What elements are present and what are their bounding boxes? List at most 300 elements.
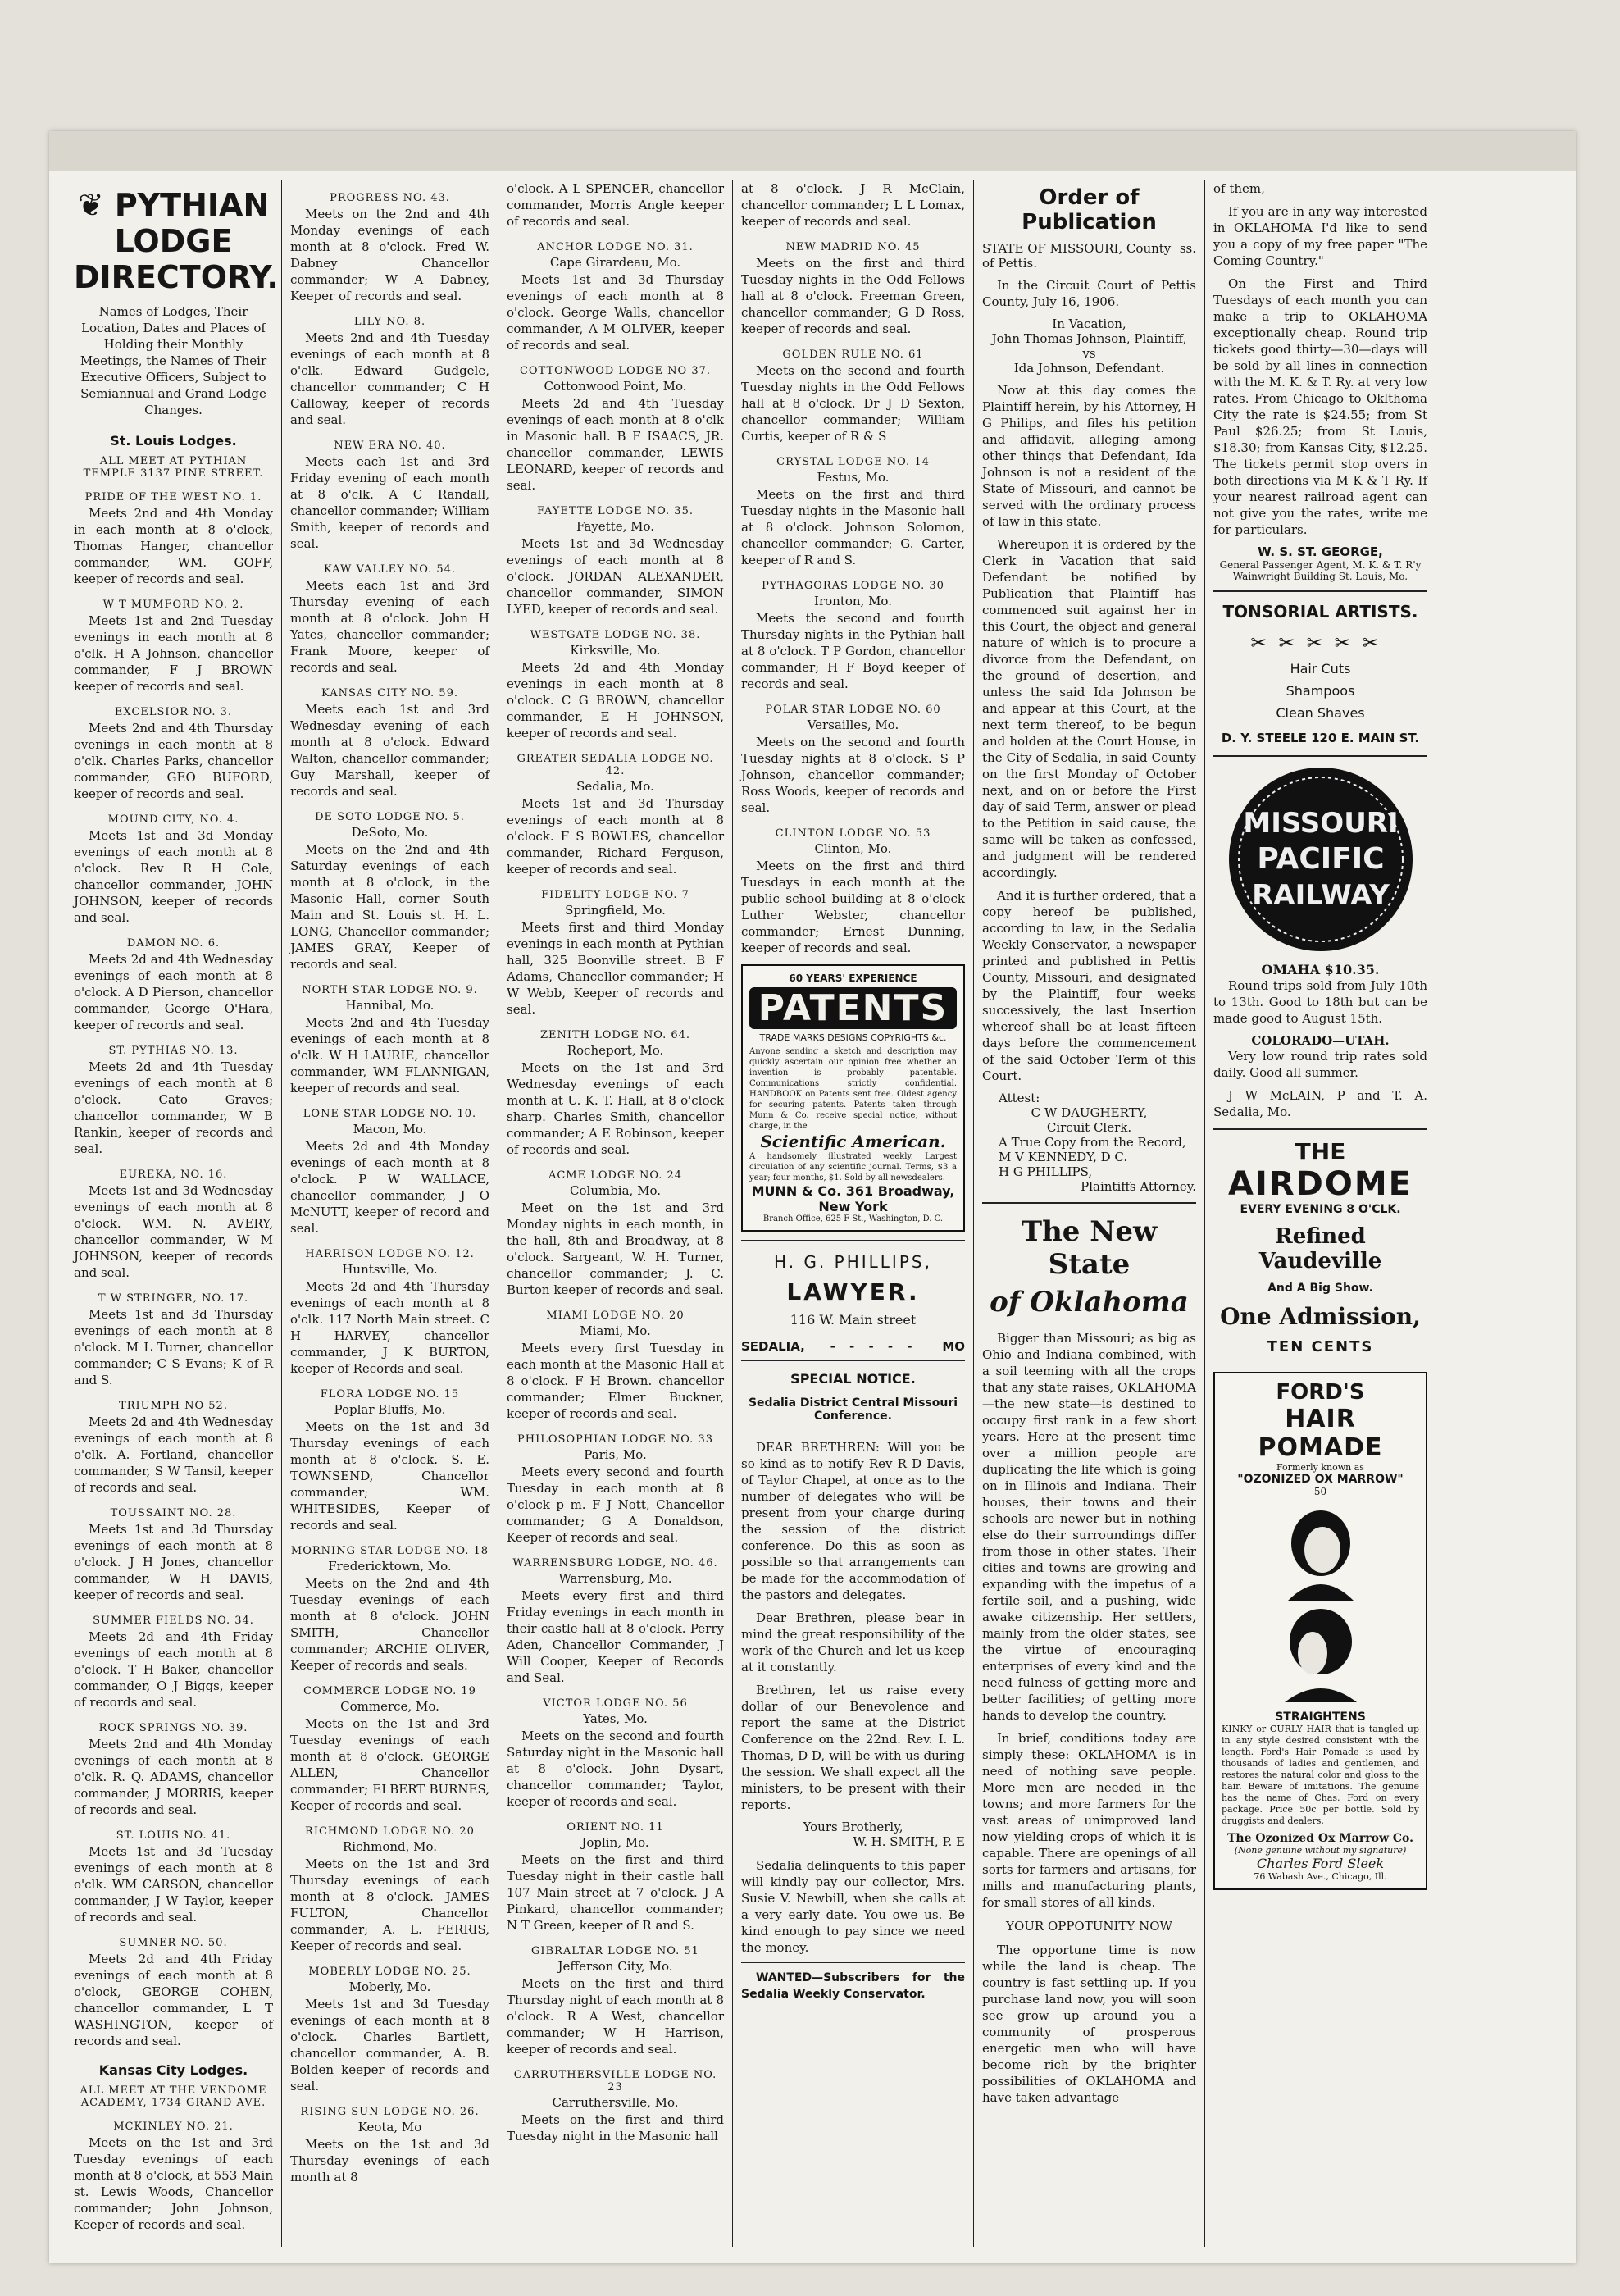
woman-portrait-icon bbox=[1272, 1502, 1370, 1601]
lodge-text: Meets on the second and fourth Saturday night in the Masonic hall at 8 o'clock. John Dysart, chancellor commander; Taylor, keeper of records and seal. bbox=[507, 1729, 724, 1809]
lodge-entry bbox=[290, 440, 489, 552]
lodge-text: Meets 1st and 3d Wednesday evenings of each month at 8 o'clock. WM. N. AVERY, chancellor commander, W M JOHNSON, keeper of records and seal. bbox=[74, 1183, 273, 1280]
notice-signer: W. H. SMITH, P. E bbox=[853, 1834, 965, 1849]
col7-signer-title: General Passenger Agent, M. K. & T. R'y bbox=[1219, 559, 1422, 571]
divider bbox=[741, 1360, 965, 1361]
tonsorial-service-3: Clean Shaves bbox=[1276, 705, 1365, 721]
lodge-text: Meets 2nd and 4th Tuesday evenings of each month at 8 o'clk. W H LAURIE, chancellor commander, WM FLANNIGAN, keeper of records and seal. bbox=[290, 1015, 489, 1096]
airdome-admission: One Admission, bbox=[1220, 1303, 1421, 1330]
barber-icons: ✂✂✂✂✂ bbox=[1250, 631, 1390, 654]
col7-signer-addr: Wainwright Building St. Louis, Mo. bbox=[1232, 571, 1408, 582]
lodge-name: ROCK SPRINGS NO. 39. bbox=[98, 1722, 248, 1734]
lodge-text: Meets on the first and third Tuesday night in their castle hall 107 Main street at 7 o'clock. J A Pinkard, chancellor commander; N T Green, keeper of R and S. bbox=[507, 1852, 724, 1933]
lodge-entry bbox=[74, 1937, 273, 2049]
lodge-text: Meet on the 1st and 3rd Monday nights in each month, in the hall, 8th and Broadway, at 8 o'clock. Sargeant, W. H. Turner, chancellor commander; J. C. Burton keeper of records and seal. bbox=[507, 1200, 724, 1297]
lodge-town: Kirksville, Mo. bbox=[570, 643, 661, 658]
tonsorial-address: D. Y. STEELE 120 E. MAIN ST. bbox=[1221, 731, 1420, 745]
lodge-town: Hannibal, Mo. bbox=[345, 998, 435, 1013]
divider bbox=[1213, 1128, 1427, 1130]
lodge-name: HARRISON LODGE NO. 12. bbox=[305, 1248, 475, 1260]
lodge-name: FIDELITY LODGE NO. 7 bbox=[541, 889, 689, 901]
lodge-town: Yates, Mo. bbox=[583, 1711, 648, 1726]
lodge-text: Meets on the first and third Tuesdays in each month at the public school building at 8 o'clock Luther Webster, chancellor commander; Ernest Dunning, keeper of records and seal. bbox=[741, 859, 965, 955]
oklahoma-head-2: of Oklahoma bbox=[990, 1286, 1189, 1319]
lodge-entry bbox=[290, 1545, 489, 1674]
mop-text-1: MISSOURI bbox=[1242, 807, 1399, 840]
lodge-entry bbox=[741, 827, 965, 956]
tonsorial-heading: TONSORIAL ARTISTS. bbox=[1222, 602, 1418, 622]
lodge-text: Meets on the 2nd and 4th Monday evenings of each month at 8 o'clock. Fred W. Dabney Chancellor commander; W A Dabney, Keeper of records and seal. bbox=[290, 207, 489, 303]
lodge-text: Meets first and third Monday evenings in each month at Pythian hall, 325 Boonville street. B F Adams, Chancellor commander; H W Webb, Keeper of records and seal. bbox=[507, 920, 724, 1017]
column-margin bbox=[1436, 180, 1559, 2247]
divider bbox=[1213, 590, 1427, 592]
lodge-entry bbox=[74, 1829, 273, 1925]
lodge-text: Meets 2d and 4th Tuesday evenings of each month at 8 o'clk in Masonic hall. B F ISAACS, JR. chancellor commander, LEWIS LEONARD, keeper of records and seal. bbox=[507, 396, 724, 493]
lodge-entry bbox=[507, 1433, 724, 1546]
col3-lead: o'clock. A L SPENCER, chancellor commander, Morris Angle keeper of records and seal. bbox=[507, 181, 724, 229]
lodge-name: FAYETTE LODGE NO. 35. bbox=[537, 505, 694, 517]
lodge-entry bbox=[741, 348, 965, 444]
lodge-name: GIBRALTAR LODGE NO. 51 bbox=[531, 1945, 699, 1957]
lodge-entry bbox=[741, 704, 965, 816]
patents-journal: Scientific American. bbox=[760, 1132, 946, 1151]
lodge-entry bbox=[290, 1108, 489, 1237]
column-3 bbox=[498, 180, 733, 2247]
publication-plaintiff: John Thomas Johnson, Plaintiff, bbox=[991, 331, 1187, 346]
lodge-name: MOUND CITY, NO. 4. bbox=[107, 813, 239, 826]
lodge-entry bbox=[507, 753, 724, 877]
lodge-text: Meets each 1st and 3rd Thursday evening of each month at 8 o'clock. John H Yates, chancellor commander; Frank Moore, keeper of records and seal. bbox=[290, 578, 489, 675]
lodge-name: CARRUTHERSVILLE LODGE NO. 23 bbox=[513, 2069, 717, 2093]
lodge-name: MOBERLY LODGE NO. 25. bbox=[308, 1966, 471, 1978]
lodge-town: Fayette, Mo. bbox=[576, 519, 655, 534]
lodge-name: DE SOTO LODGE NO. 5. bbox=[315, 811, 465, 823]
lodge-town: Miami, Mo. bbox=[580, 1323, 651, 1338]
omaha-fare: OMAHA $10.35. bbox=[1261, 962, 1380, 977]
lodge-town: Cape Girardeau, Mo. bbox=[549, 255, 681, 270]
mop-agent: J W McLAIN, P and T. A. Sedalia, Mo. bbox=[1213, 1088, 1427, 1119]
phillips-title: LAWYER. bbox=[786, 1278, 920, 1305]
lodge-town: Columbia, Mo. bbox=[570, 1183, 661, 1198]
patents-firm-line: MUNN & Co. 361 Broadway, New York bbox=[751, 1183, 955, 1214]
lodge-entry bbox=[290, 687, 489, 800]
pomade-signature: Charles Ford Sleek bbox=[1256, 1856, 1385, 1871]
lodge-entry bbox=[507, 2069, 724, 2144]
kansas-city-heading: Kansas City Lodges. bbox=[98, 2062, 248, 2078]
divider bbox=[741, 1962, 965, 1963]
lodge-town: Fredericktown, Mo. bbox=[328, 1559, 452, 1574]
pomade-note: (None genuine without my signature) bbox=[1234, 1845, 1407, 1856]
patents-journal-body: A handsomely illustrated weekly. Largest circulation of any scientific journal. Terms, $3 a year; four months, $1. Sold by all newsdealers. bbox=[749, 1152, 957, 1182]
lodge-text: Meets on the 2nd and 4th Saturday evenings of each month at 8 o'clock, in the Masonic Hall, corner South Main and St. Louis st. H. L. LONG, Chancellor commander; JAMES GRAY, Keeper of records and seal. bbox=[290, 842, 489, 972]
lodge-town: Ironton, Mo. bbox=[814, 594, 892, 608]
lodge-entry bbox=[74, 2121, 273, 2233]
publication-clerk-title: Circuit Clerk. bbox=[1046, 1120, 1132, 1135]
lodge-town: Cottonwood Point, Mo. bbox=[544, 379, 687, 394]
directory-subtitle: Names of Lodges, Their Location, Dates and Places of Holding their Monthly Meetings, the Names of Their Executive Officers, Subject to Semiannual and Grand Lodge Changes. bbox=[80, 304, 267, 417]
lodge-name: POLAR STAR LODGE NO. 60 bbox=[765, 704, 941, 716]
phillips-city-line: SEDALIA, - - - - - MO bbox=[741, 1339, 965, 1354]
lodge-entry bbox=[74, 1722, 273, 1818]
lodge-text: Meets 1st and 3d Thursday evenings of each month at 8 o'clock. M L Turner, chancellor commander; C S Evans; K of R and S. bbox=[74, 1307, 273, 1387]
notice-heading: SPECIAL NOTICE. bbox=[790, 1371, 916, 1387]
lodge-name: ACME LODGE NO. 24 bbox=[548, 1169, 683, 1182]
column-2 bbox=[282, 180, 498, 2247]
lodge-text: Meets 1st and 3d Tuesday evenings of each month at 8 o'clock. Charles Bartlett, chancellor commander, A. B. Bolden keeper of records and seal. bbox=[290, 1997, 489, 2093]
lodge-name: GREATER SEDALIA LODGE NO. 42. bbox=[516, 753, 714, 777]
lodge-entry bbox=[74, 491, 273, 587]
lodge-name: WARRENSBURG LODGE, NO. 46. bbox=[512, 1557, 718, 1569]
lodge-name: T W STRINGER, NO. 17. bbox=[98, 1292, 249, 1305]
page-top-margin bbox=[49, 131, 1576, 171]
lodge-entry bbox=[507, 1945, 724, 2057]
lodge-town: Versailles, Mo. bbox=[807, 718, 899, 732]
lodge-text: Meets on the 1st and 3d Thursday evenings of each month at 8 o'clock. S. E. TOWNSEND, Chancellor commander; WM. WHITESIDES, Keeper of records and seal. bbox=[290, 1419, 489, 1533]
lodge-name: TOUSSAINT NO. 28. bbox=[110, 1507, 237, 1519]
lodge-entry bbox=[507, 629, 724, 741]
pomade-formerly: Formerly known as bbox=[1276, 1462, 1364, 1473]
notice-closing: Yours Brotherly, bbox=[803, 1820, 903, 1834]
colorado-text: Very low round trip rates sold daily. Good all summer. bbox=[1213, 1049, 1427, 1080]
lodge-name: NEW MADRID NO. 45 bbox=[785, 241, 921, 253]
lodge-name: NEW ERA NO. 40. bbox=[334, 440, 446, 452]
lodge-entry bbox=[507, 241, 724, 353]
lodge-town: Richmond, Mo. bbox=[342, 1839, 438, 1854]
lodge-town: Macon, Mo. bbox=[353, 1122, 427, 1137]
phillips-name: H. G. PHILLIPS, bbox=[774, 1252, 932, 1272]
col4-lodge-list bbox=[741, 241, 965, 956]
lodge-text: Meets 2d and 4th Monday evenings of each month at 8 o'clock. P W WALLACE, chancellor commander, J O McNUTT, keeper of record and seal. bbox=[290, 1139, 489, 1236]
lodge-town: DeSoto, Mo. bbox=[351, 825, 429, 840]
patents-marks: TRADE MARKS DESIGNS COPYRIGHTS &c. bbox=[759, 1032, 947, 1043]
column-6 bbox=[1205, 180, 1436, 2247]
oklahoma-sub: YOUR OPPOTUNITY NOW bbox=[1006, 1919, 1172, 1934]
lodge-text: Meets on the second and fourth Tuesday nights in the Odd Fellows hall at 8 o'clock. Dr J D Sexton, chancellor commander; William Curtis, keeper of R & S bbox=[741, 363, 965, 444]
airdome-vaudeville: Refined Vaudeville bbox=[1258, 1224, 1382, 1273]
publication-attorney: H G PHILLIPS, bbox=[999, 1164, 1093, 1179]
lodge-name: KAW VALLEY NO. 54. bbox=[323, 563, 457, 576]
lodge-name: ORIENT NO. 11 bbox=[567, 1821, 664, 1834]
oklahoma-head-1: The New State bbox=[1021, 1215, 1158, 1281]
lodge-entry bbox=[290, 1685, 489, 1814]
phillips-ad bbox=[741, 1252, 965, 1354]
columns-grid bbox=[66, 180, 1559, 2247]
lodge-entry bbox=[290, 563, 489, 676]
lodge-text: Meets on the first and third Tuesday nights in the Masonic hall at 8 o'clock. Johnson Solomon, chancellor commander; G. Carter, keeper of R and S. bbox=[741, 487, 965, 567]
lodge-name: FLORA LODGE NO. 15 bbox=[320, 1388, 460, 1401]
lodge-entry bbox=[507, 1310, 724, 1422]
lodge-town: Rocheport, Mo. bbox=[567, 1043, 664, 1058]
lodge-entry bbox=[290, 1388, 489, 1533]
lodge-entry bbox=[74, 599, 273, 695]
lodge-town: Commerce, Mo. bbox=[340, 1699, 439, 1714]
pomade-straightens: STRAIGHTENS bbox=[1275, 1711, 1366, 1724]
publication-court: In the Circuit Court of Pettis County, July 16, 1906. bbox=[982, 278, 1196, 309]
lodge-name: ST. PYTHIAS NO. 13. bbox=[108, 1045, 239, 1057]
lodge-name: NORTH STAR LODGE NO. 9. bbox=[302, 984, 478, 996]
mop-text-2: PACIFIC bbox=[1256, 842, 1385, 876]
oklahoma-article bbox=[982, 1215, 1196, 2106]
lodge-text: Meets 1st and 2nd Tuesday evenings in each month at 8 o'clk. H A Johnson, chancellor commander, F J BROWN keeper of records and seal. bbox=[74, 613, 273, 694]
patents-ad bbox=[741, 964, 965, 1232]
lodge-text: Meets 2nd and 4th Monday in each month at 8 o'clock, Thomas Hanger, chancellor commander, WM. GOFF, keeper of records and seal. bbox=[74, 506, 273, 586]
lodge-text: Meets 1st and 3d Monday evenings of each month at 8 o'clock. Rev R H Cole, chancellor commander, JOHN JOHNSON, keeper of records and seal. bbox=[74, 828, 273, 925]
airdome-ad bbox=[1213, 1138, 1427, 1355]
lodge-name: DAMON NO. 6. bbox=[126, 937, 221, 950]
publication-vs: vs bbox=[1082, 346, 1096, 361]
lodge-name: MCKINLEY NO. 21. bbox=[113, 2121, 234, 2133]
notice-wanted: WANTED—Subscribers for the Sedalia Weekly Conservator. bbox=[741, 1971, 965, 2001]
lodge-entry bbox=[741, 456, 965, 568]
lodge-entry bbox=[741, 241, 965, 337]
oklahoma-p2: In brief, conditions today are simply these: OKLAHOMA is in need of nothing save people. More men are needed in the towns; and more farmers for the vast areas of unimproved land now yielding crops of which it is capable. There are openings of all sorts for farmers and artisans, for mills and manufacturing plants, for small stores of all kinds. bbox=[982, 1731, 1196, 1910]
publication-vacation: In Vacation, bbox=[1052, 317, 1126, 331]
lodge-text: Meets on the 1st and 3rd Tuesday evenings of each month at 8 o'clock. GEORGE ALLEN, Chancellor commander; ELBERT BURNES, Keeper of records and seal. bbox=[290, 1716, 489, 1813]
lodge-name: RICHMOND LODGE NO. 20 bbox=[305, 1825, 475, 1838]
column-4 bbox=[733, 180, 974, 2247]
lodge-name: ANCHOR LODGE NO. 31. bbox=[537, 241, 694, 253]
oklahoma-p1: Bigger than Missouri; as big as Ohio and Indiana combined, with a soil teeming with all the crops that any state raises, OKLAHOMA—the new state—is destined to occupy first rank in a few short years. Here at the present time over a million people are duplicating the life which is going on in Illinois and Indiana. Their houses, their towns and their schools are newer but in nothing else do their surroundings differ from those in other states. Their cities and towns are growing and expanding with the impetus of a fertile soil, and a pushing, wide awake citizenship. Her settlers, mainly from the older states, see the virtue of encouraging enterprises of every kind and the need fulness of getting more and better facilities; of getting more hands to develop the country. bbox=[982, 1331, 1196, 1723]
colorado-head: COLORADO—UTAH. bbox=[1251, 1033, 1390, 1048]
lodge-town: Moberly, Mo. bbox=[348, 1979, 431, 1994]
lodge-text: Meets on the first and third Tuesday night in the Masonic hall bbox=[507, 2112, 724, 2143]
lodge-text: Meets every first and third Friday evenings in each month in their castle hall at 8 o'clock. Perry Aden, Chancellor Commander, J Will Cooper, Keeper of Records and Seal. bbox=[507, 1588, 724, 1685]
lodge-text: Meets 1st and 3d Thursday evenings of each month at 8 o'clock. George Walls, chancellor commander, A M OLIVER, keeper of records and seal. bbox=[507, 272, 724, 353]
lodge-text: Meets 2d and 4th Wednesday evenings of each month at 8 o'clock. A D Pierson, chancellor commander, George O'Hara, keeper of records and seal. bbox=[74, 952, 273, 1032]
omaha-text: Round trips sold from July 10th to 13th. Good to 18th but can be made good to August 15th. bbox=[1213, 978, 1427, 1026]
column-1 bbox=[66, 180, 282, 2247]
lodge-name: W T MUMFORD NO. 2. bbox=[102, 599, 244, 611]
publication-deputy: M V KENNEDY, D C. bbox=[999, 1150, 1128, 1164]
directory-title: ❦ PYTHIAN LODGE DIRECTORY. bbox=[74, 187, 279, 295]
notice-subhead: Sedalia District Central Missouri Conference. bbox=[748, 1396, 958, 1423]
lodge-entry bbox=[74, 1168, 273, 1281]
lodge-town: Springfield, Mo. bbox=[565, 903, 666, 918]
pomade-firm: The Ozonized Ox Marrow Co. bbox=[1227, 1832, 1413, 1845]
lodge-entry bbox=[74, 1615, 273, 1711]
newspaper-page bbox=[49, 131, 1576, 2263]
divider bbox=[982, 1202, 1196, 1204]
lodge-name: TRIUMPH NO 52. bbox=[119, 1400, 228, 1412]
pomade-portraits bbox=[1222, 1502, 1419, 1706]
col3-lodge-list bbox=[507, 241, 724, 2144]
mop-text-3: RAILWAY bbox=[1251, 879, 1390, 912]
lodge-text: Meets on the first and third Tuesday nights in the Odd Fellows hall at 8 o'clock. Freeman Green, chancellor commander; G D Ross, keeper of records and seal. bbox=[741, 256, 965, 336]
lodge-name: SUMNER NO. 50. bbox=[119, 1937, 228, 1949]
lodge-name: SUMMER FIELDS NO. 34. bbox=[93, 1615, 254, 1627]
patents-years: 60 YEARS' EXPERIENCE bbox=[789, 973, 917, 984]
lodge-text: Meets each 1st and 3rd Wednesday evening of each month at 8 o'clock. Edward Walton, chancellor commander; Guy Marshall, keeper of records and seal. bbox=[290, 702, 489, 799]
lodge-text: Meets on the 1st and 3rd Thursday evenings of each month at 8 o'clock. JAMES FULTON, Chancellor commander; A. L. FERRIS, Keeper of records and seal. bbox=[290, 1856, 489, 1953]
airdome-show: And A Big Show. bbox=[1267, 1282, 1373, 1295]
lodge-name: COMMERCE LODGE NO. 19 bbox=[303, 1685, 476, 1697]
lodge-name: GOLDEN RULE NO. 61 bbox=[782, 348, 924, 361]
patents-word: PATENTS bbox=[749, 987, 957, 1029]
lodge-entry bbox=[74, 1045, 273, 1157]
col7-p1: If you are in any way interested in OKLAHOMA I'd like to send you a copy of my free paper "The Coming Country." bbox=[1213, 204, 1427, 268]
lodge-text: Meets the second and fourth Thursday nights in the Pythian hall at 8 o'clock. T P Gordon, chancellor commander; H F Boyd keeper of records and seal. bbox=[741, 611, 965, 691]
lodge-entry bbox=[507, 1029, 724, 1158]
airdome-evening: EVERY EVENING 8 O'CLK. bbox=[1240, 1203, 1401, 1216]
lodge-town: Jefferson City, Mo. bbox=[557, 1959, 673, 1974]
airdome-title: AIRDOME bbox=[1228, 1165, 1413, 1203]
lodge-name: ZENITH LODGE NO. 64. bbox=[539, 1029, 691, 1041]
lodge-text: Meets on the 1st and 3rd Tuesday evenings of each month at 8 o'clock, at 553 Main st. Lewis Woods, Chancellor commander; John Johnson, Keeper of records and seal. bbox=[74, 2135, 273, 2232]
lodge-name: PRIDE OF THE WEST NO. 1. bbox=[84, 491, 262, 503]
lodge-text: Meets 2d and 4th Monday evenings in each month at 8 o'clock. C G BROWN, chancellor commander, E H JOHNSON, keeper of records and seal. bbox=[507, 660, 724, 740]
lodge-entry bbox=[507, 1169, 724, 1298]
notice-p2: Dear Brethren, please bear in mind the great responsibility of the work of the Church and let us keep at it constantly. bbox=[741, 1610, 965, 1674]
order-of-publication bbox=[982, 185, 1196, 1194]
pomade-title: HAIR POMADE bbox=[1258, 1405, 1383, 1462]
notice-p3: Brethren, let us raise every dollar of our Benevolence and report the same at the District Conference on the 22nd. Rev. I. L. Thomas, D D, will be with us during the session. We shall expect all the ministers, to be present with their reports. bbox=[741, 1683, 965, 1812]
lodge-entry bbox=[290, 192, 489, 304]
st-louis-note: ALL MEET AT PYTHIAN TEMPLE 3137 PINE STREET. bbox=[83, 455, 264, 480]
notice-p4: Sedalia delinquents to this paper will kindly pay our collector, Mrs. Susie V. Newbill, when she calls at a very early date. You owe us. Be kind enough to pay since we need the money. bbox=[741, 1858, 965, 1955]
pomade-old-name: "OZONIZED OX MARROW" bbox=[1237, 1473, 1404, 1486]
lodge-text: Meets every first Tuesday in each month at the Masonic Hall at 8 o'clock. F H Brown. chancellor commander; Elmer Buckner, keeper of records and seal. bbox=[507, 1341, 724, 1421]
patents-branch: Branch Office, 625 F St., Washington, D. C. bbox=[762, 1214, 944, 1223]
lodge-name: CLINTON LODGE NO. 53 bbox=[775, 827, 931, 840]
lodge-name: CRYSTAL LODGE NO. 14 bbox=[776, 456, 930, 468]
lodge-text: Meets 2d and 4th Wednesday evenings of each month at 8 o'clk. A. Fortland, chancellor commander, S W Tansil, keeper of records and seal. bbox=[74, 1414, 273, 1495]
lodge-text: Meets 2nd and 4th Tuesday evenings of each month at 8 o'clk. Edward Gudgele, chancellor commander; C H Calloway, keeper of records and seal. bbox=[290, 330, 489, 427]
lodge-entry bbox=[507, 1557, 724, 1686]
lodge-name: LILY NO. 8. bbox=[353, 316, 426, 328]
publication-attest: Attest: bbox=[999, 1091, 1040, 1105]
missouri-pacific-logo bbox=[1226, 765, 1415, 954]
lodge-town: Clinton, Mo. bbox=[814, 841, 892, 856]
lodge-entry bbox=[507, 505, 724, 617]
lodge-entry bbox=[74, 937, 273, 1033]
column-5 bbox=[974, 180, 1205, 2247]
lodge-name: MIAMI LODGE NO. 20 bbox=[546, 1310, 685, 1322]
lodge-town: Warrensburg, Mo. bbox=[558, 1571, 672, 1586]
phillips-address: 116 W. Main street bbox=[790, 1312, 917, 1328]
lodge-text: Meets on the 1st and 3rd Wednesday evenings of each month at U. K. T. Hall, at 8 o'clock sharp. Charles Smith, chancellor commander; A E Robinson, keeper of records and seal. bbox=[507, 1060, 724, 1157]
oklahoma-p3: The opportune time is now while the land is cheap. The country is fast settling up. If you purchase land now, you will soon see grow up around you a community of prosperous energetic men who will have become rich by the brighter possibilities of OKLAHOMA and have taken advantage bbox=[982, 1943, 1196, 2105]
publication-attorney-title: Plaintiffs Attorney. bbox=[1081, 1179, 1196, 1194]
publication-heading: Order of Publication bbox=[1022, 185, 1157, 235]
pomade-ad bbox=[1213, 1372, 1427, 1890]
lodge-text: Meets 1st and 3d Thursday evenings of each month at 8 o'clock. F S BOWLES, chancellor commander, Richard Ferguson, keeper of records and seal. bbox=[507, 796, 724, 877]
lodge-text: Meets on the first and third Thursday night of each month at 8 o'clock. R A West, chancellor commander; W H Harrison, keeper of records and seal. bbox=[507, 1976, 724, 2057]
lodge-name: RISING SUN LODGE NO. 26. bbox=[300, 2106, 480, 2118]
tonsorial-service-1: Hair Cuts bbox=[1290, 661, 1351, 676]
lodge-entry bbox=[74, 1400, 273, 1496]
lodge-name: WESTGATE LODGE NO. 38. bbox=[530, 629, 701, 641]
publication-state: STATE OF MISSOURI, County of Pettis. ss. bbox=[982, 241, 1196, 271]
lodge-town: Joplin, Mo. bbox=[581, 1835, 649, 1850]
lodge-entry bbox=[290, 984, 489, 1096]
patents-body: Anyone sending a sketch and description may quickly ascertain our opinion free whether an invention is probably patentable. Communications strictly confidential. HANDBOOK on Patents sent free. Oldest agency for securing patents. Patents taken through Munn & Co. receive special notice, without charge, in the bbox=[749, 1047, 957, 1131]
lodge-entry bbox=[290, 1825, 489, 1954]
lodge-name: VICTOR LODGE NO. 56 bbox=[543, 1697, 688, 1710]
divider bbox=[741, 1240, 965, 1241]
lodge-entry bbox=[290, 316, 489, 428]
lodge-entry bbox=[74, 706, 273, 802]
publication-p1: Now at this day comes the Plaintiff herein, by his Attorney, H G Philips, and files his petition and affidavit, alleging among other things that Defendant, Ida Johnson is not a resident of the State of Missouri, and cannot be served with the ordinary process of law in this state. bbox=[982, 383, 1196, 529]
lodge-town: Keota, Mo bbox=[357, 2120, 422, 2134]
lodge-town: Carruthersville, Mo. bbox=[552, 2095, 679, 2110]
col2-lodge-list bbox=[290, 192, 489, 2185]
lodge-entry bbox=[290, 1248, 489, 1377]
publication-clerk: C W DAUGHERTY, bbox=[1031, 1105, 1148, 1120]
lodge-text: Meets each 1st and 3rd Friday evening of each month at 8 o'clk. A C Randall, chancellor commander; William Smith, keeper of records and seal. bbox=[290, 454, 489, 551]
lodge-name: KANSAS CITY NO. 59. bbox=[321, 687, 458, 699]
lodge-town: Huntsville, Mo. bbox=[342, 1262, 438, 1277]
tonsorial-ad bbox=[1213, 602, 1427, 745]
lodge-entry bbox=[507, 365, 724, 494]
lodge-text: Meets on the 2nd and 4th Tuesday evenings of each month at 8 o'clock. JOHN SMITH, Chancellor commander; ARCHIE OLIVER, Keeper of records and seals. bbox=[290, 1576, 489, 1673]
pomade-body: KINKY or CURLY HAIR that is tangled up in any style desired consistent with the length. Ford's Hair Pomade is used by thousands of ladies and gentlemen, and restores the natural color and gloss to the hair. Beware of imitations. The genuine has the name of Chas. Ford on every package. Price 50c per bottle. Sold by druggists and dealers. bbox=[1222, 1724, 1419, 1826]
st-louis-heading: St. Louis Lodges. bbox=[110, 433, 237, 449]
col4-lead: at 8 o'clock. J R McClain, chancellor commander; L L Lomax, keeper of records and seal. bbox=[741, 181, 965, 229]
kansas-city-note: ALL MEET AT THE VENDOME ACADEMY, 1734 GRAND AVE. bbox=[80, 2084, 267, 2109]
pomade-address: 76 Wabash Ave., Chicago, Ill. bbox=[1254, 1871, 1387, 1882]
col7-lead: of them, bbox=[1213, 181, 1265, 196]
lodge-name: PROGRESS NO. 43. bbox=[330, 192, 450, 204]
lodge-text: Meets 2nd and 4th Monday evenings of each month at 8 o'clk. R. Q. ADAMS, chancellor commander, J MORRIS, keeper of records and seal. bbox=[74, 1737, 273, 1817]
lodge-entry bbox=[507, 1697, 724, 1810]
col7-p2: On the First and Third Tuesdays of each month you can make a trip to OKLAHOMA exceptionally cheap. Round trip tickets good thirty—30—days will be sold by all lines in connection with the M. K. & T. Ry. at very low rates. From Chicago to Oklthoma City the rate is $24.55; from St Paul $26.25; from St Louis, $18.30; from Kansas City, $12.25. The tickets permit stop overs in both directions via M K & T Ry. If your nearest railroad agent can not give you the rates, write me for particulars. bbox=[1213, 276, 1427, 537]
lodge-entry bbox=[290, 811, 489, 973]
lodge-name: EUREKA, NO. 16. bbox=[119, 1168, 228, 1181]
publication-p2: Whereupon it is ordered by the Clerk in Vacation that said Defendant be notified by Publication that Plaintiff has commenced suit against her in this Court, the object and general nature of which is to procure a divorce from the Defendant, on the ground of desertion, and unless the said Ida Johnson be and appear at this Court, at the next term thereof, to be begun and holden at the Court House, in the City of Sedalia, in said County on the first Monday of October next, and on or before the First day of said Term, answer or plead to the Petition in said cause, the same will be taken as confessed, and judgment will be rendered accordingly. bbox=[982, 537, 1196, 880]
lodge-text: Meets 1st and 3d Wednesday evenings of each month at 8 o'clock. JORDAN ALEXANDER, chancellor commander, SIMON LYED, keeper of records and seal. bbox=[507, 536, 724, 617]
airdome-the: THE bbox=[1295, 1138, 1346, 1165]
lodge-text: Meets every second and fourth Tuesday in each month at 8 o'clock p m. F J Nott, Chancellor commander; G A Donaldson, Keeper of records and seal. bbox=[507, 1465, 724, 1545]
lodge-entry bbox=[507, 889, 724, 1018]
col7-signer: W. S. ST. GEORGE, bbox=[1258, 544, 1383, 559]
woman-profile-icon bbox=[1272, 1604, 1370, 1702]
special-notice bbox=[741, 1371, 965, 2002]
lodge-entry bbox=[507, 1821, 724, 1934]
lodge-name: PYTHAGORAS LODGE NO. 30 bbox=[762, 580, 944, 592]
lodge-town: Paris, Mo. bbox=[584, 1447, 647, 1462]
lodge-text: Meets 1st and 3d Thursday evenings of each month at 8 o'clock. J H Jones, chancellor commander, W H DAVIS, keeper of records and seal. bbox=[74, 1522, 273, 1602]
pomade-head: FORD'S bbox=[1276, 1380, 1365, 1405]
lodge-town: Poplar Bluffs, Mo. bbox=[334, 1402, 446, 1417]
lodge-text: Meets 2d and 4th Thursday evenings of each month at 8 o'clk. 117 North Main street. C H HARVEY, chancellor commander, J K BURTON, keeper of Records and seal. bbox=[290, 1279, 489, 1376]
lodge-name: COTTONWOOD LODGE NO 37. bbox=[519, 365, 711, 377]
lodge-name: MORNING STAR LODGE NO. 18 bbox=[290, 1545, 489, 1557]
pomade-price: 50 bbox=[1313, 1486, 1327, 1497]
lodge-entry bbox=[741, 580, 965, 692]
publication-p3: And it is further ordered, that a copy hereof be published, according to law, in the Sedalia Weekly Conservator, a newspaper printed and published in Pettis County, Missouri, and designated by the Plaintiff, four weeks successively, the last Insertion whereof shall be at least fifteen days before the commencement of the said October Term of this Court. bbox=[982, 888, 1196, 1083]
lodge-entry bbox=[74, 1292, 273, 1388]
airdome-cents: TEN CENTS bbox=[1267, 1338, 1374, 1355]
lodge-name: PHILOSOPHIAN LODGE NO. 33 bbox=[517, 1433, 713, 1446]
lodge-entry bbox=[290, 2106, 489, 2185]
lodge-entry bbox=[74, 813, 273, 926]
missouri-pacific-ad bbox=[1213, 765, 1427, 1120]
lodge-town: Festus, Mo. bbox=[817, 470, 890, 485]
lodge-name: EXCELSIOR NO. 3. bbox=[114, 706, 233, 718]
lodge-text: Meets on the second and fourth Tuesday nights at 8 o'clock. S P Johnson, chancellor commander; Ross Woods, keeper of records and seal. bbox=[741, 735, 965, 815]
publication-copy: A True Copy from the Record, bbox=[999, 1135, 1186, 1150]
lodge-town: Sedalia, Mo. bbox=[576, 779, 654, 794]
lodge-name: ST. LOUIS NO. 41. bbox=[116, 1829, 231, 1842]
lodge-text: Meets 1st and 3d Tuesday evenings of each month at 8 o'clk. WM CARSON, chancellor commander, J W Taylor, keeper of records and seal. bbox=[74, 1844, 273, 1925]
flourish-icon: ❦ bbox=[77, 187, 104, 223]
col1-lodge-list bbox=[74, 491, 273, 2233]
lodge-text: Meets 2d and 4th Friday evenings of each month at 8 o'clock. T H Baker, chancellor commander, O J Biggs, keeper of records and seal. bbox=[74, 1629, 273, 1710]
lodge-text: Meets 2d and 4th Tuesday evenings of each month at 8 o'clock. Cato Graves; chancellor commander, W B Rankin, keeper of records and seal. bbox=[74, 1059, 273, 1156]
tonsorial-service-2: Shampoos bbox=[1286, 683, 1355, 699]
lodge-entry bbox=[74, 1507, 273, 1603]
notice-p1: DEAR BRETHREN: Will you be so kind as to notify Rev R D Davis, of Taylor Chapel, at once as to the number of delegates who will be present from your charge during the session of the district conference. Do this as soon as possible so that arrangements can be made for the accommodation of the pastors and delegates. bbox=[741, 1440, 965, 1602]
